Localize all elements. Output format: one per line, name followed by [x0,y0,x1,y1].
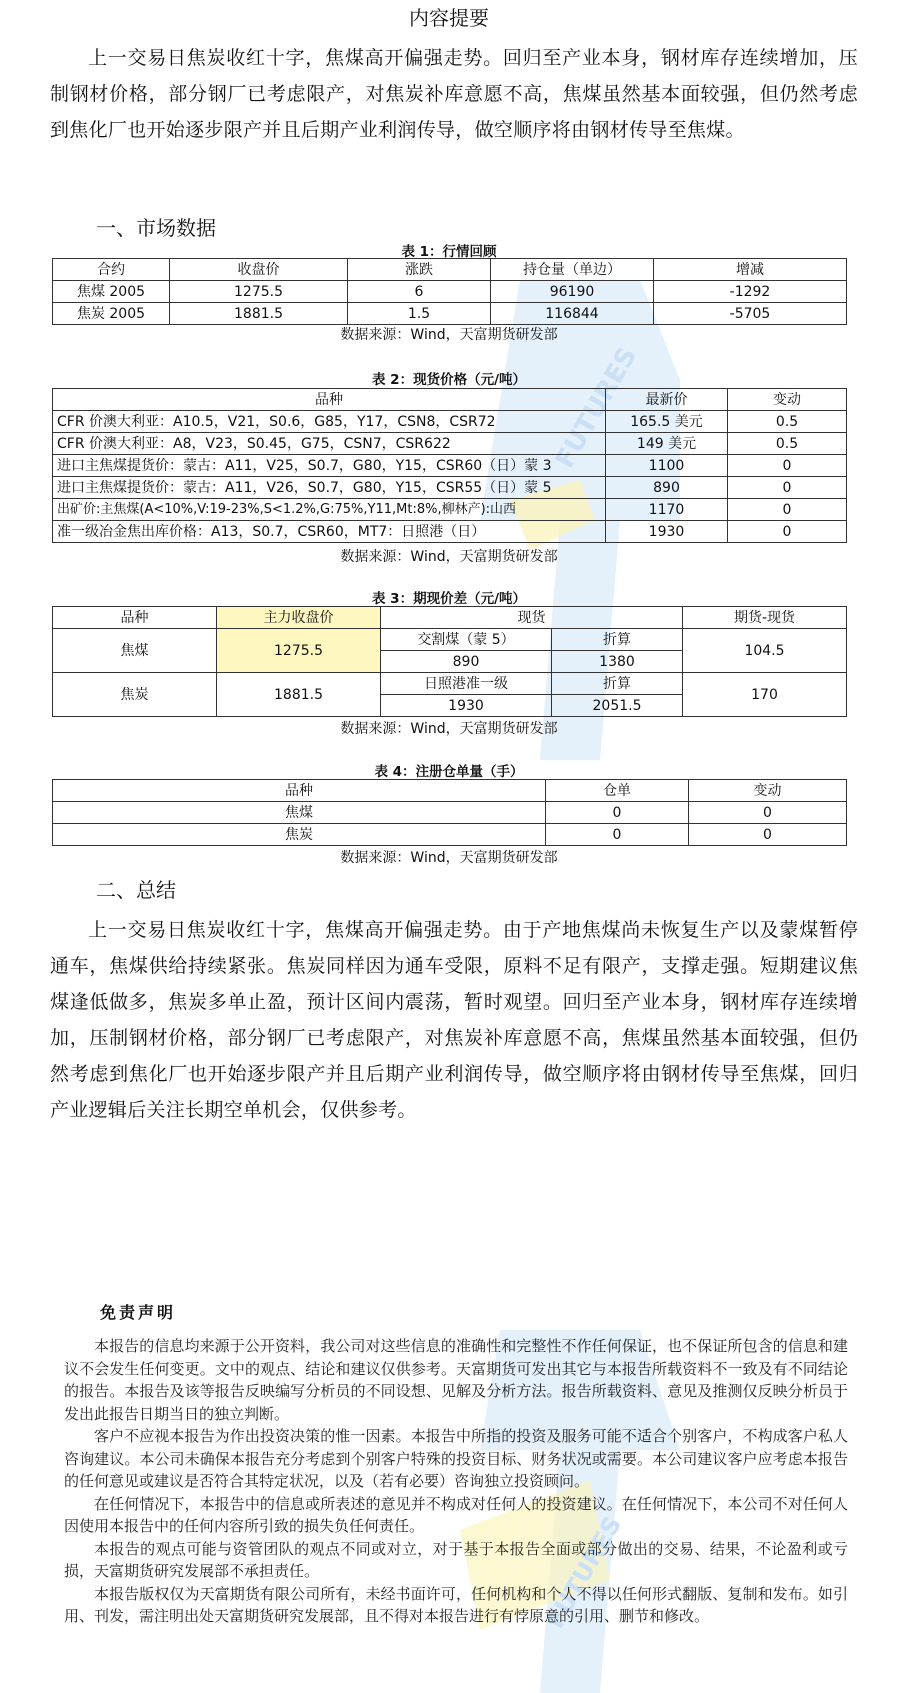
table-row [53,281,847,303]
data-source-note: 数据来源：Wind，天富期货研发部 [340,327,558,343]
spot-price-table [52,388,847,543]
disclaimer-title: 免责声明 [100,1303,177,1322]
cell: 0 [546,802,689,824]
header-cell: 主力收盘价 [217,607,381,629]
cell: 焦炭 2005 [53,303,170,325]
header-cell: 变动 [689,780,847,802]
cell: 0 [728,477,847,499]
summary-paragraph: 上一交易日焦炭收红十字，焦煤高开偏强走势。回归至产业本身，钢材库存连续增加，压制钢材价格，部分钢厂已考虑限产，对焦炭补库意愿不高，焦煤虽然基本面较强，但仍然考虑到焦化厂也开始逐步限产并且后期产业利润传导，做空顺序将由钢材传导至焦煤。 [50,47,858,141]
cell: 焦煤 [53,802,546,824]
watermark-text: FUTURES [550,342,644,474]
header-cell: 合约 [53,259,170,281]
warehouse-receipt-table [52,779,847,846]
cell: 0 [546,824,689,846]
cell: 149 美元 [606,433,728,455]
table-row [53,303,847,325]
header-cell: 期货-现货 [683,607,847,629]
cell: 116844 [491,303,654,325]
header-cell: 变动 [728,389,847,411]
header-cell: 持仓量（单边） [491,259,654,281]
header-cell: 最新价 [606,389,728,411]
cell: 1930 [606,521,728,543]
cell: 1275.5 [217,629,381,673]
cell: 焦炭 [53,824,546,846]
header-cell: 增减 [654,259,847,281]
disclaimer-body [64,1335,848,1628]
cell: CFR 价澳大利亚：A8，V23，S0.45，G75，CSN7，CSR622 [53,433,606,455]
cell: 1930 [381,695,552,717]
cell: 1170 [606,499,728,521]
cell: 6 [348,281,491,303]
table-row [53,521,847,543]
cell: -5705 [654,303,847,325]
table-row [53,802,847,824]
table-row [53,824,847,846]
cell: 出矿价:主焦煤(A<10%,V:19-23%,S<1.2%,G:75%,Y11,Mt:8%,柳林产):山西 [53,499,606,521]
header-cell: 品种 [53,389,606,411]
table-row [53,499,847,521]
cell: 1275.5 [170,281,348,303]
cell: 0 [728,455,847,477]
cell: 0 [689,802,847,824]
cell: 进口主焦煤提货价：蒙古：A11，V26，S0.7，G80，Y15，CSR55（日）蒙 5 [53,477,606,499]
cell: 890 [381,651,552,673]
cell: 0 [728,521,847,543]
cell: 准一级冶金焦出库价格：A13，S0.7，CSR60，MT7：日照港（日） [53,521,606,543]
table2-caption: 表 2：现货价格（元/吨） [371,372,527,388]
table-header-row [53,389,847,411]
cell: 焦炭 [53,673,217,717]
cell: 焦煤 [53,629,217,673]
header-cell: 涨跌 [348,259,491,281]
table-row [53,477,847,499]
cell: 170 [683,673,847,717]
header-cell: 收盘价 [170,259,348,281]
section-heading-summary: 二、总结 [96,878,176,902]
header-cell: 现货 [381,607,683,629]
cell: 焦煤 2005 [53,281,170,303]
table-row [53,455,847,477]
data-source-note: 数据来源：Wind，天富期货研发部 [340,549,558,565]
cell: 104.5 [683,629,847,673]
cell: 折算 [552,673,683,695]
market-review-table [52,258,847,325]
cell: 1881.5 [217,673,381,717]
data-source-note: 数据来源：Wind，天富期货研发部 [340,850,558,866]
header-cell: 仓单 [546,780,689,802]
cell: 0.5 [728,411,847,433]
disclaimer-paragraph: 本报告的观点可能与资管团队的观点不同或对立，对于基于本报告全面或部分做出的交易、结果，不论盈利或亏损，天富期货研究发展部不承担责任。 [64,1539,848,1580]
header-cell: 品种 [53,780,546,802]
table-header-row [53,780,847,802]
table-row [53,411,847,433]
disclaimer-paragraph: 在任何情况下，本报告中的信息或所表述的意见并不构成对任何人的投资建议。在任何情况下，本公司不对任何人因使用本报告中的任何内容所引致的损失负任何责任。 [64,1494,848,1535]
page-title: 内容提要 [409,6,489,30]
cell: -1292 [654,281,847,303]
table4-caption: 表 4：注册仓单量（手） [374,764,524,780]
watermark-text-2: FUTURES [540,1511,628,1633]
disclaimer-paragraph: 客户不应视本报告为作出投资决策的惟一因素。本报告中所指的投资及服务可能不适合个别客户，不构成客户私人咨询建议。本公司未确保本报告充分考虑到个别客户特殊的投资目标、财务状况或需要。本公司建议客户应考虑本报告的任何意见或建议是否符合其特定状况，以及（若有必要）咨询独立投资顾问。 [64,1427,848,1490]
cell: 165.5 美元 [606,411,728,433]
cell: 进口主焦煤提货价：蒙古：A11，V25，S0.7，G80，Y15，CSR60（日）蒙 3 [53,455,606,477]
table1-caption: 表 1：行情回顾 [401,244,497,260]
table-row [53,629,847,651]
cell: 890 [606,477,728,499]
cell: 2051.5 [552,695,683,717]
disclaimer-paragraph: 本报告的信息均来源于公开资料，我公司对这些信息的准确性和完整性不作任何保证，也不保证所包含的信息和建议不会发生任何变更。文中的观点、结论和建议仅供参考。天富期货可发出其它与本报告所载资料不一致及有不同结论的报告。本报告及该等报告反映编写分析员的不同设想、见解及分析方法。报告所载资料、意见及推测仅反映分析员于发出此报告日期当日的独立判断。 [64,1337,848,1423]
cell: CFR 价澳大利亚：A10.5，V21，S0.6，G85，Y17，CSN8，CSR72 [53,411,606,433]
basis-table [52,606,847,717]
cell: 0.5 [728,433,847,455]
table-row [53,673,847,695]
cell: 1.5 [348,303,491,325]
data-source-note: 数据来源：Wind，天富期货研发部 [340,721,558,737]
cell: 0 [689,824,847,846]
cell: 交割煤（蒙 5） [381,629,552,651]
disclaimer-paragraph: 本报告版权仅为天富期货有限公司所有，未经书面许可，任何机构和个人不得以任何形式翻版、复制和发布。如引用、刊发，需注明出处天富期货研究发展部，且不得对本报告进行有悖原意的引用、删节和修改。 [64,1584,848,1625]
cell: 0 [728,499,847,521]
table-row [53,433,847,455]
cell: 日照港准一级 [381,673,552,695]
cell: 1100 [606,455,728,477]
cell: 96190 [491,281,654,303]
header-cell: 品种 [53,607,217,629]
table-header-row [53,607,847,629]
table3-caption: 表 3：期现价差（元/吨） [371,591,527,607]
table-header-row [53,259,847,281]
cell: 1380 [552,651,683,673]
section-heading-market-data: 一、市场数据 [96,216,216,240]
summary-body: 上一交易日焦炭收红十字，焦煤高开偏强走势。由于产地焦煤尚未恢复生产以及蒙煤暂停通车，焦煤供给持续紧张。焦炭同样因为通车受限，原料不足有限产，支撑走强。短期建议焦煤逢低做多，焦炭多单止盈，预计区间内震荡，暂时观望。回归至产业本身，钢材库存连续增加，压制钢材价格，部分钢厂已考虑限产，对焦炭补库意愿不高，焦煤虽然基本面较强，但仍然考虑到焦化厂也开始逐步限产并且后期产业利润传导，做空顺序将由钢材传导至焦煤，回归产业逻辑后关注长期空单机会，仅供参考。 [50,919,858,1121]
cell: 1881.5 [170,303,348,325]
cell: 折算 [552,629,683,651]
